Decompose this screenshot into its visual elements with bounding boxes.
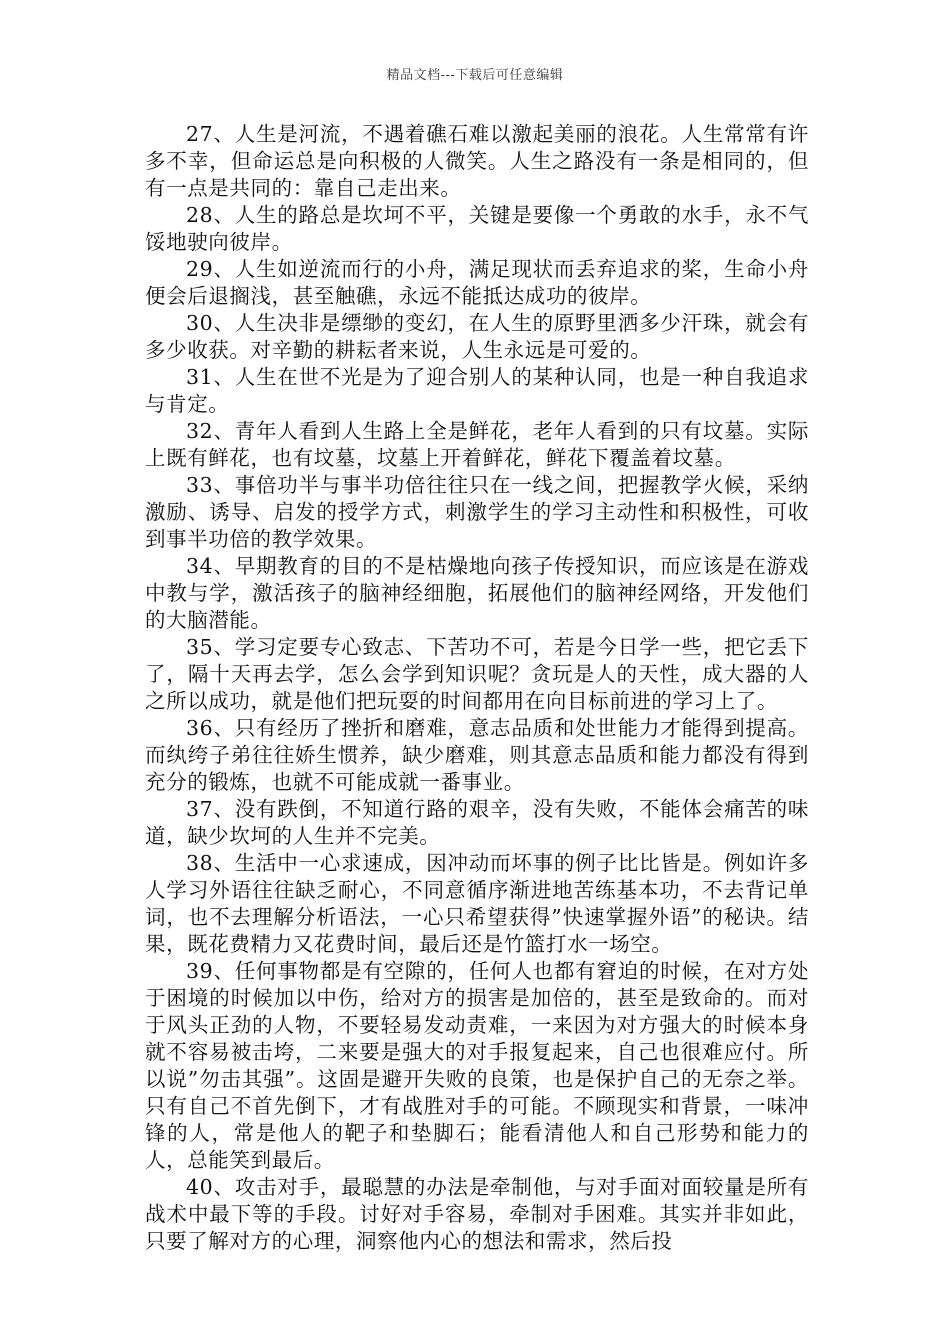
paragraph-29: 29、人生如逆流而行的小舟，满足现状而丢弃追求的桨，生命小舟便会后退搁浅，甚至触礁，永远不能抵达成功的彼岸。 — [145, 257, 809, 308]
page-header: 精品文档---下载后可任意编辑 — [386, 68, 564, 83]
paragraph-36: 36、只有经历了挫折和磨难，意志品质和处世能力才能得到提高。而纨绔子弟往往娇生惯养，缺少磨难，则其意志品质和能力都没有得到充分的锻炼，也就不可能成就一番事业。 — [145, 716, 809, 794]
paragraph-37: 37、没有跌倒，不知道行路的艰辛，没有失败，不能体会痛苦的味道，缺少坎坷的人生并不完美。 — [145, 797, 809, 848]
paragraph-39: 39、任何事物都是有空隙的，任何人也都有窘迫的时候，在对方处于困境的时候加以中伤，给对方的损害是加倍的，甚至是致命的。而对于风头正劲的人物，不要轻易发动责难，一来因为对方强大的时候本身就不容易被击垮，二来要是强大的对手报复起来，自己也很难应付。所以说”勿击其强”。这固是避开失败的良策，也是保护自己的无奈之举。只有自己不首先倒下，才有战胜对手的可能。不顾现实和背景，一味冲锋的人，常是他人的靶子和垫脚石；能看清他人和自己形势和能力的人，总能笑到最后。 — [145, 959, 809, 1172]
paragraph-35: 35、学习定要专心致志、下苦功不可，若是今日学一些，把它丢下了，隔十天再去学，怎么会学到知识呢？贪玩是人的天性，成大器的人之所以成功，就是他们把玩耍的时间都用在向目标前进的学习上了。 — [145, 635, 809, 713]
paragraph-30: 30、人生决非是缥缈的变幻，在人生的原野里洒多少汗珠，就会有多少收获。对辛勤的耕耘者来说，人生永远是可爱的。 — [145, 311, 809, 362]
paragraph-27: 27、人生是河流，不遇着礁石难以激起美丽的浪花。人生常常有许多不幸，但命运总是向积极的人微笑。人生之路没有一条是相同的，但有一点是共同的：靠自己走出来。 — [145, 122, 809, 200]
paragraph-32: 32、青年人看到人生路上全是鲜花，老年人看到的只有坟墓。实际上既有鲜花，也有坟墓，坟墓上开着鲜花，鲜花下覆盖着坟墓。 — [145, 419, 809, 470]
paragraph-33: 33、事倍功半与事半功倍往往只在一线之间，把握教学火候，采纳激励、诱导、启发的授学方式，刺激学生的学习主动性和积极性，可收到事半功倍的教学效果。 — [145, 473, 809, 551]
paragraph-31: 31、人生在世不光是为了迎合别人的某种认同，也是一种自我追求与肯定。 — [145, 365, 809, 416]
paragraph-28: 28、人生的路总是坎坷不平，关键是要像一个勇敢的水手，永不气馁地驶向彼岸。 — [145, 203, 809, 254]
document-body — [145, 121, 809, 1255]
paragraph-38: 38、生活中一心求速成，因冲动而坏事的例子比比皆是。例如许多人学习外语往往缺乏耐心，不同意循序渐进地苦练基本功，不去背记单词，也不去理解分析语法，一心只希望获得”快速掌握外语”的秘诀。结果，既花费精力又花费时间，最后还是竹篮打水一场空。 — [145, 851, 809, 956]
paragraph-40: 40、攻击对手，最聪慧的办法是牵制他，与对手面对面较量是所有战术中最下等的手段。讨好对手容易，牵制对手困难。其实并非如此，只要了解对方的心理，洞察他内心的想法和需求，然后投 — [145, 1175, 809, 1253]
paragraph-34: 34、早期教育的目的不是枯燥地向孩子传授知识，而应该是在游戏中教与学，激活孩子的脑神经细胞，拓展他们的脑神经网络，开发他们的大脑潜能。 — [145, 554, 809, 632]
